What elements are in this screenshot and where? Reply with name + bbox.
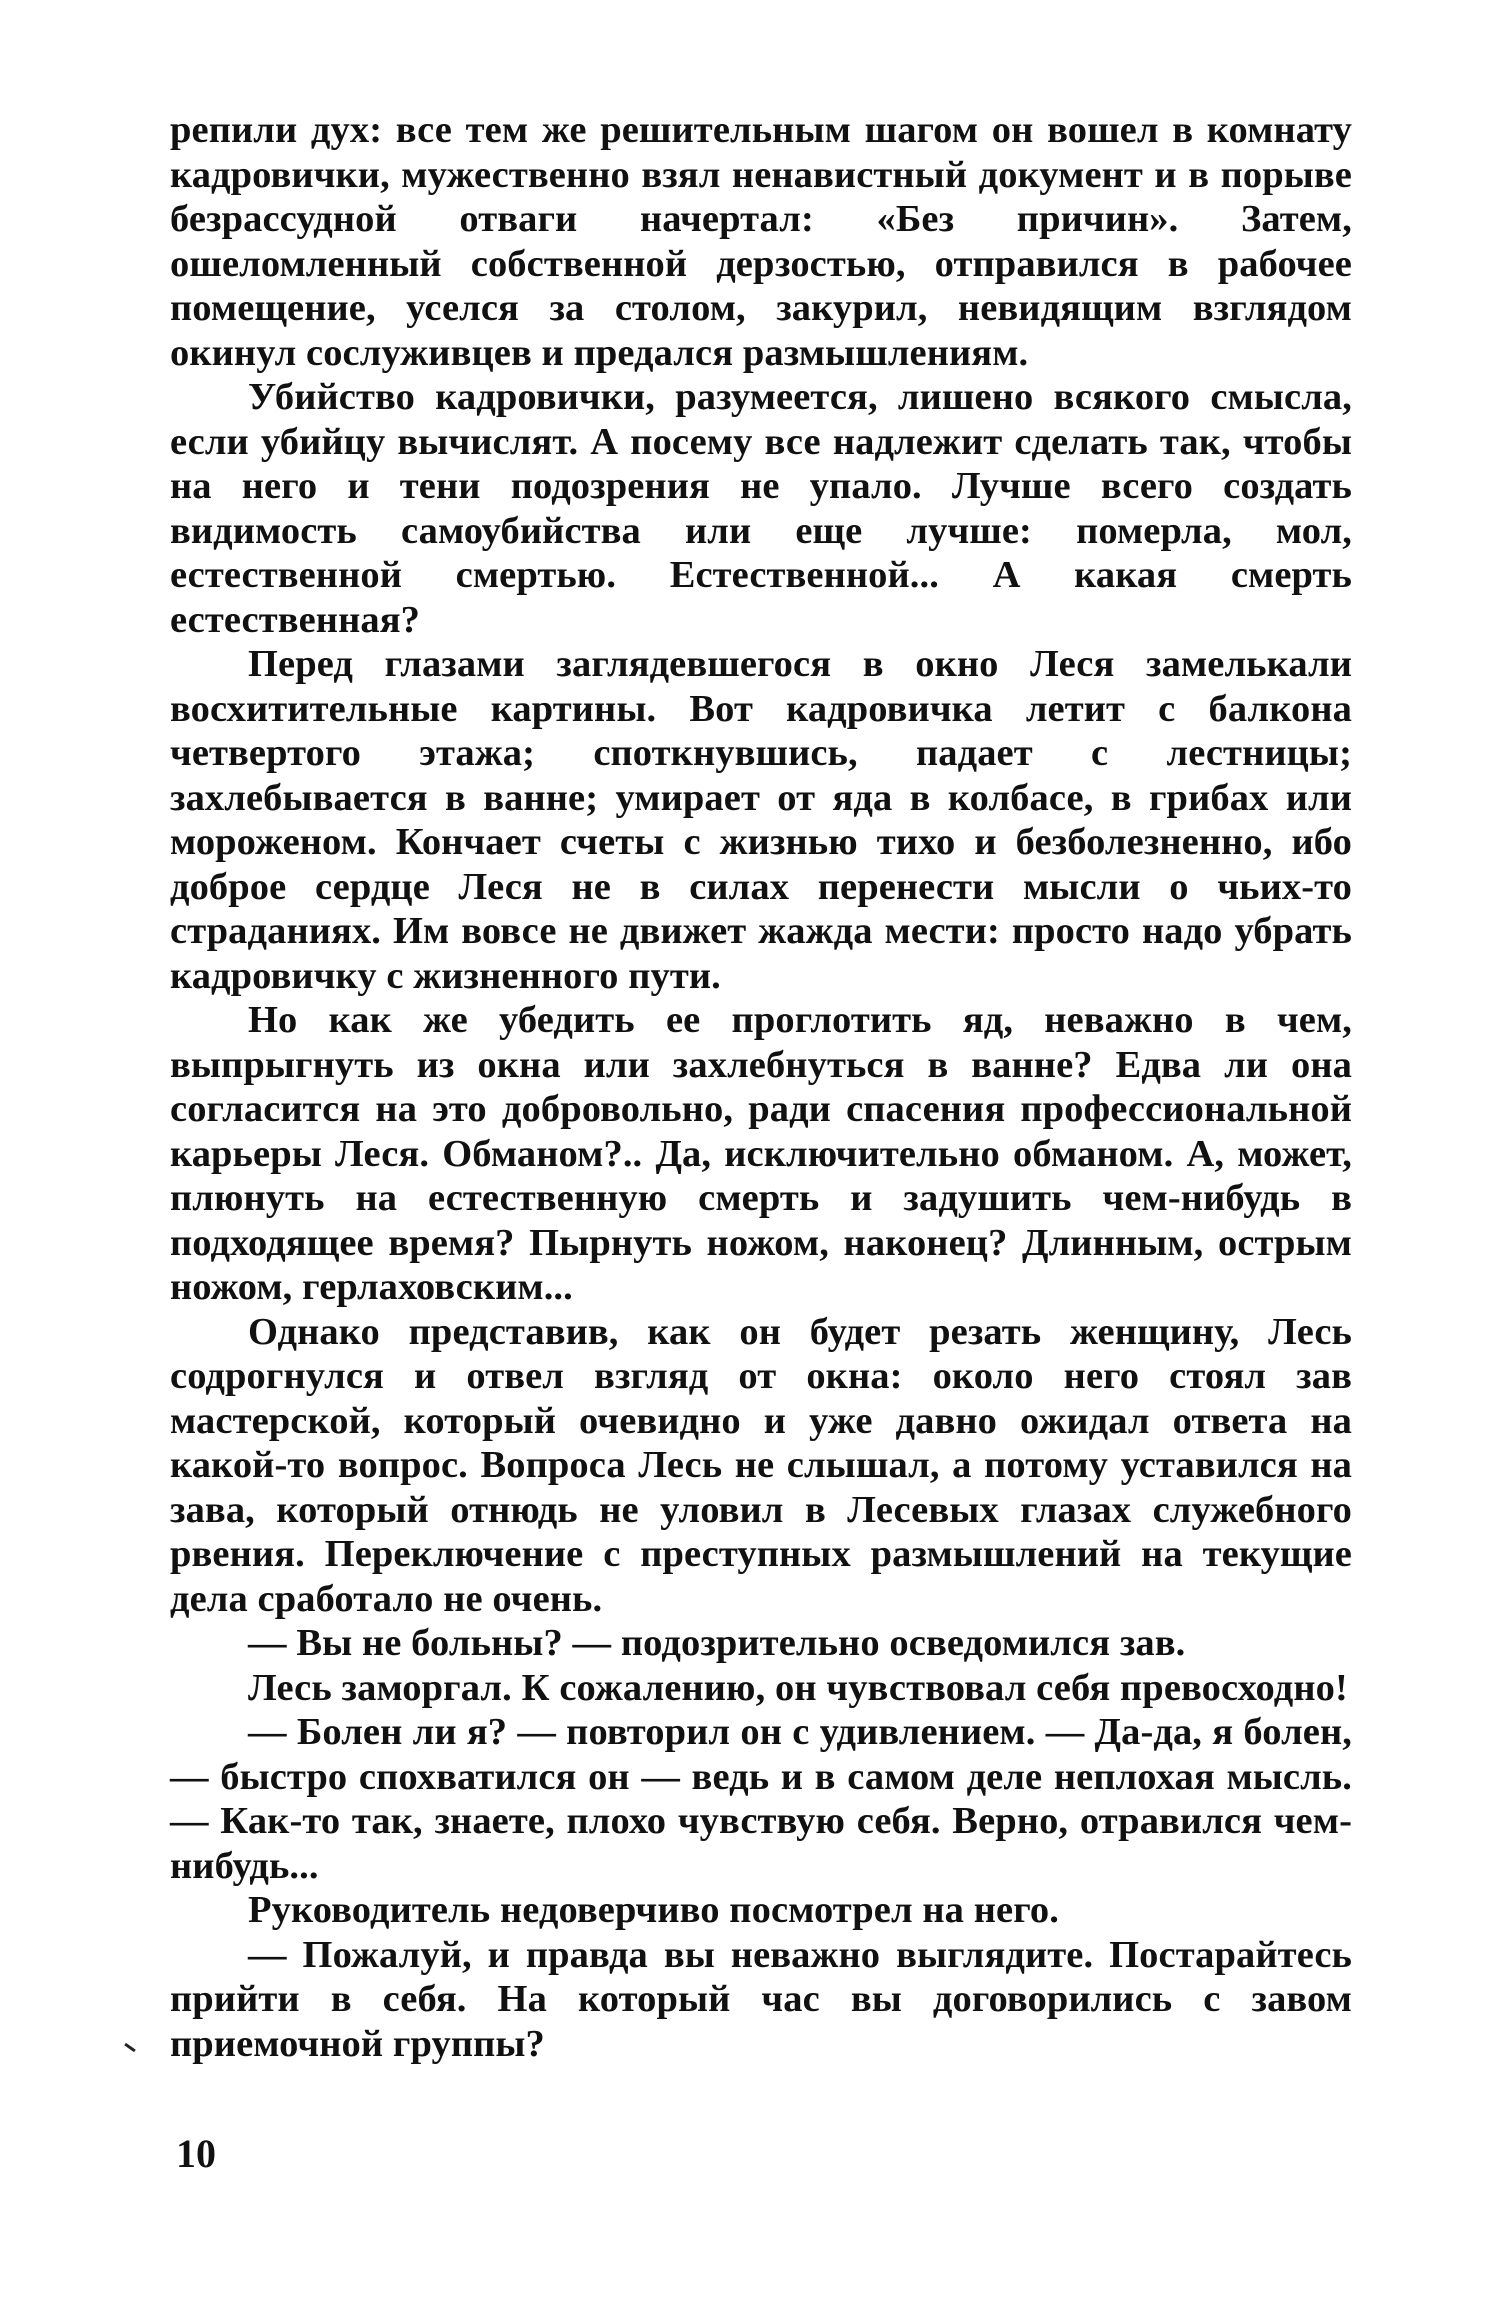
paragraph-3: Перед глазами заглядевшегося в окно Леся замелькали восхитительные картины. Вот кадровичка летит с балкона четвертого этажа; споткнувшись, падает с лестницы; захлебывается в ванне; умирает от яда в колбасе, в грибах или мороженом. Кончает счеты с жизнью тихо и безболезненно, ибо доброе сердце Леся не в силах перенести мысли о чьих-то страданиях. Им вовсе не движет жажда мести: просто надо убрать кадровичку с жизненного пути. (170, 643, 1352, 997)
page-number: 10 (176, 2131, 216, 2176)
paragraph-1: репили дух: все тем же решительным шагом он вошел в комнату кадровички, мужественно взял ненавистный документ и в порыве безрассудной отваги начертал: «Без причин». Затем, ошеломленный собственной дерзостью, отправился в рабочее помещение, уселся за столом, закурил, невидящим взглядом окинул сослуживцев и предался размышлениям. (170, 109, 1352, 374)
paragraph-9: Руководитель недоверчиво посмотрел на него. (248, 1889, 1059, 1931)
paragraph-4: Но как же убедить ее проглотить яд, неважно в чем, выпрыгнуть из окна или захлебнуться в ванне? Едва ли она согласится на это добровольно, ради спасения профессиональной карьеры Леся. Обманом?.. Да, исключительно обманом. А, может, плюнуть на естественную смерть и задушить чем-нибудь в подходящее время? Пырнуть ножом, наконец? Длинным, острым ножом, герлаховским... (170, 999, 1352, 1308)
margin-tick-mark (124, 2043, 136, 2052)
paragraph-2: Убийство кадровички, разумеется, лишено всякого смысла, если убийцу вычислят. А посему все надлежит сделать так, чтобы на него и тени подозрения не упало. Лучше всего создать видимость самоубийства или еще лучше: померла, мол, естественной смертью. Естественной... А какая смерть естественная? (170, 376, 1352, 641)
paragraph-6: — Вы не больны? — подозрительно осведомился зав. (248, 1622, 1186, 1664)
paragraph-10: — Пожалуй, и правда вы неважно выглядите. Постарайтесь прийти в себя. На который час вы договорились с завом приемочной группы? (170, 1933, 1352, 2065)
paragraph-8: — Болен ли я? — повторил он с удивлением. — Да-да, я болен, — быстро спохватился он — ведь и в самом деле неплохая мысль. — Как-то так, знаете, плохо чувствую себя. Верно, отравился чем-нибудь... (170, 1711, 1352, 1887)
paragraph-5: Однако представив, как он будет резать женщину, Лесь содрогнулся и отвел взгляд от окна: около него стоял зав мастерской, который очевидно и уже давно ожидал ответа на какой-то вопрос. Вопроса Лесь не слышал, а потому уставился на зава, который отнюдь не уловил в Лесевых глазах служебного рвения. Переключение с преступных размышлений на текущие дела сработало не очень. (170, 1310, 1352, 1620)
paragraph-7: Лесь заморгал. К сожалению, он чувствовал себя превосходно! (248, 1666, 1348, 1709)
page-body (170, 108, 1352, 2066)
